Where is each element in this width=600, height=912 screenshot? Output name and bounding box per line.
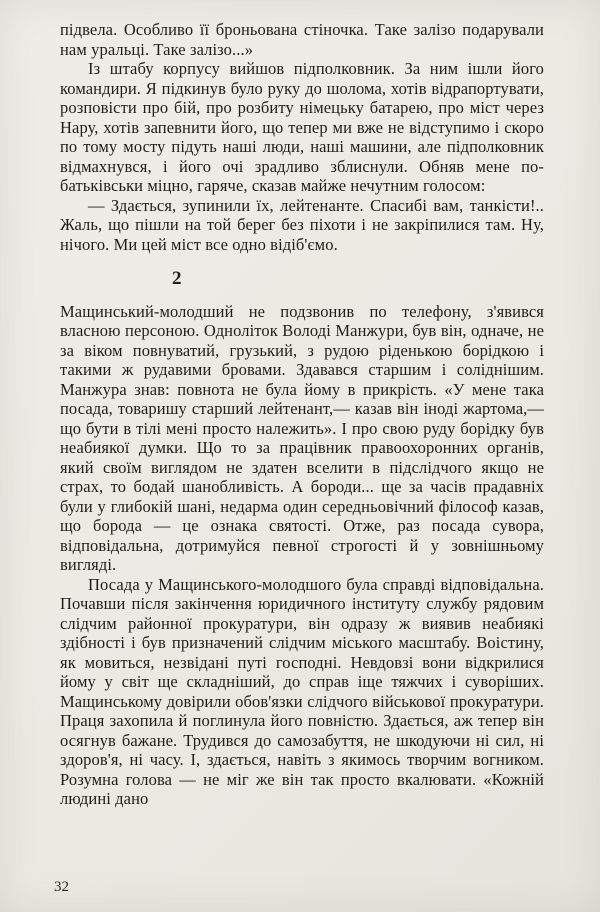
text-column bbox=[60, 20, 544, 809]
chapter-number: 2 bbox=[172, 268, 182, 289]
paragraph-dialogue: — Здається, зупинили їх, лейтенанте. Спасибі вам, танкісти!.. Жаль, що пішли на той берег без піхоти і не закріпилися там. Ну, нічого. Ми цей міст все одно відіб'ємо. bbox=[60, 195, 544, 254]
paragraph-narrative: Із штабу корпусу вийшов підполковник. За ним ішли його командири. Я підкинув було руку до шолома, хотів відрапортувати, розповісти про бій, про розбиту німецьку батарею, про міст через Нару, хотів запевнити його, що тепер ми вже не відступимо і скоро по тому мосту підуть наші люди, наші машини, але підполковник відмахнувся, і його очі зрадливо зблиснули. Обняв мене по-батьківськи міцно, гаряче, сказав майже нечутним голосом: bbox=[60, 59, 544, 195]
paragraph-continuation: підвела. Особливо її броньована стіночка. Таке залізо подарували нам уральці. Таке залізо...» bbox=[60, 20, 544, 59]
page-number: 32 bbox=[54, 879, 69, 895]
paragraph-narrative-2: Посада у Мащинського-молодшого була справді відповідальна. Почавши після закінчення юридичного інституту службу рядовим слідчим районної прокуратури, він одразу ж виявив неабиякі здібності і був призначений слідчим міського масштабу. Воістину, як мовиться, незвідані путі господні. Невдовзі вони відкрилися йому у світ ще складніший, до справ іще тяжчих і суворіших. Мащинському довірили обов'язки слідчого військової прокуратури. Праця захопила й поглинула його повністю. Здається, аж тепер він осягнув бажане. Трудився до самозабуття, не шкодуючи ні сил, ні здоров'я, ні часу. І, здається, навіть з якимось творчим вогником. Розумна голова — не міг же він так просто вкалювати. «Кожній людині дано bbox=[60, 574, 544, 808]
paragraph-chapter-opening: Мащинський-молодший не подзвонив по телефону, з'явився власною персоною. Одноліток Володі Манжури, був він, одначе, не за віком повнуватий, грузький, з рудою ріденькою борідкою і такими ж рудавими бровами. Здавався старшим і соліднішим. Манжура знав: повнота не була йому в прикрість. «У мене така посада, товаришу старший лейтенант,— казав він іноді жартома,— що бути в тілі мені просто належить». І про свою руду борідку був неабиякої думки. Що то за працівник правоохоронних органів, який своїм виглядом не здатен вселити в підслідчого якщо не страх, то бодай шанобливість. А бороди... ще за часів прадавніх були у глибокій шані, недарма один середньовічний філософ казав, що борода — це ознака святості. Отже, раз посада сувора, відповідальна, дотримуйся певної строгості й у зовнішньому вигляді. bbox=[60, 301, 544, 574]
